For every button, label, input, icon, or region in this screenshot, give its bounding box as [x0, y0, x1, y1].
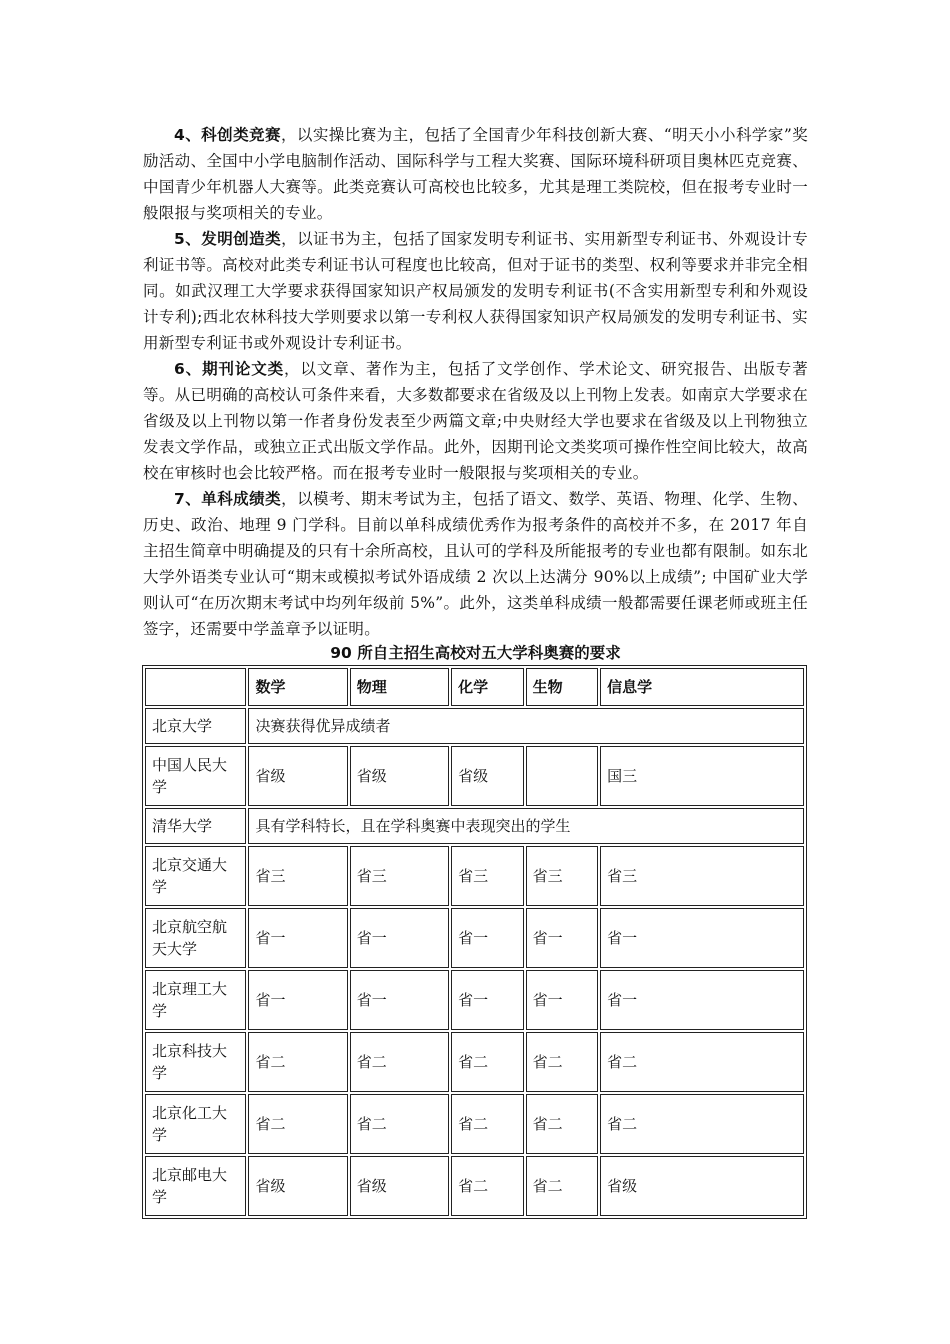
- requirement-cell: 省二: [526, 1094, 598, 1154]
- requirement-cell: 省级: [350, 1156, 449, 1216]
- requirement-cell: [526, 746, 598, 806]
- merged-requirement-cell: 具有学科特长，且在学科奥赛中表现突出的学生: [248, 808, 804, 844]
- requirement-cell: 省一: [526, 908, 598, 968]
- paragraph-body: ，以证书为主，包括了国家发明专利证书、实用新型专利证书、外观设计专利证书等。高校对此类专利证书认可程度也比较高，但对于证书的类型、权利等要求并非完全相同。如武汉理工大学要求获得国家知识产权局颁发的发明专利证书(不含实用新型专利和外观设计专利);西北农林科技大学则要求以第一专利权人获得国家知识产权局颁发的发明专利证书、实用新型专利证书或外观设计专利证书。: [143, 230, 808, 352]
- school-cell: 中国人民大学: [145, 746, 246, 806]
- requirement-cell: 省二: [526, 1032, 598, 1092]
- paragraph-body: ，以模考、期末考试为主，包括了语文、数学、英语、物理、化学、生物、历史、政治、地理 9 门学科。目前以单科成绩优秀作为报考条件的高校并不多，在 2017 年自主招生简章中明确提及的只有十余所高校，且认可的学科及所能报考的专业也都有限制。如东北大学外语类专业认可“期末或模拟考试外语成绩 2 次以上达满分 90%以上成绩”; 中国矿业大学则认可“在历次期末考试中均列年级前 5%”。此外，这类单科成绩一般都需要任课老师或班主任签字，还需要中学盖章予以证明。: [143, 490, 808, 638]
- requirement-cell: 省二: [248, 1032, 347, 1092]
- table-row: [145, 908, 804, 968]
- requirement-cell: 省二: [600, 1094, 804, 1154]
- table-row: [145, 808, 804, 844]
- document-page: [143, 122, 808, 1219]
- school-cell: 北京大学: [145, 708, 246, 744]
- table-row: [145, 1032, 804, 1092]
- school-cell: 北京化工大学: [145, 1094, 246, 1154]
- requirement-cell: 省级: [248, 1156, 347, 1216]
- table-caption: 90 所自主招生高校对五大学科奥赛的要求: [330, 644, 621, 662]
- requirement-cell: 省一: [350, 908, 449, 968]
- paragraph: [143, 356, 808, 486]
- paragraph-title: 6、期刊论文类: [174, 360, 285, 378]
- school-cell: 北京科技大学: [145, 1032, 246, 1092]
- column-header: [145, 668, 246, 706]
- requirement-cell: 省一: [526, 970, 598, 1030]
- requirement-cell: 省一: [248, 970, 347, 1030]
- requirement-cell: 省一: [600, 970, 804, 1030]
- requirement-cell: 省级: [350, 746, 449, 806]
- table-header-row: [145, 668, 804, 706]
- olympiad-table: [142, 665, 807, 1219]
- requirement-cell: 省二: [248, 1094, 347, 1154]
- school-cell: 清华大学: [145, 808, 246, 844]
- merged-requirement-cell: 决赛获得优异成绩者: [248, 708, 804, 744]
- table-row: [145, 846, 804, 906]
- requirement-cell: 省三: [526, 846, 598, 906]
- column-header: 生物: [526, 668, 598, 706]
- requirement-cell: 省一: [451, 908, 523, 968]
- school-cell: 北京邮电大学: [145, 1156, 246, 1216]
- requirement-cell: 省三: [451, 846, 523, 906]
- paragraph-body: ，以实操比赛为主，包括了全国青少年科技创新大赛、“明天小小科学家”奖励活动、全国中小学电脑制作活动、国际科学与工程大奖赛、国际环境科研项目奥林匹克竞赛、中国青少年机器人大赛等。此类竞赛认可高校也比较多，尤其是理工类院校，但在报考专业时一般限报与奖项相关的专业。: [143, 126, 808, 222]
- requirement-cell: 省二: [451, 1156, 523, 1216]
- requirement-cell: 省三: [600, 846, 804, 906]
- paragraphs: [143, 122, 808, 642]
- requirement-cell: 省二: [451, 1032, 523, 1092]
- table-row: [145, 708, 804, 744]
- column-header: 化学: [451, 668, 523, 706]
- column-header: 物理: [350, 668, 449, 706]
- table-row: [145, 970, 804, 1030]
- school-cell: 北京理工大学: [145, 970, 246, 1030]
- requirement-cell: 省三: [248, 846, 347, 906]
- requirement-cell: 国三: [600, 746, 804, 806]
- paragraph-title: 7、单科成绩类: [174, 490, 282, 508]
- requirement-cell: 省级: [451, 746, 523, 806]
- requirement-cell: 省一: [451, 970, 523, 1030]
- table-row: [145, 1156, 804, 1216]
- requirement-cell: 省二: [526, 1156, 598, 1216]
- requirement-cell: 省二: [350, 1032, 449, 1092]
- paragraph: [143, 486, 808, 642]
- requirement-cell: 省一: [600, 908, 804, 968]
- column-header: 数学: [248, 668, 347, 706]
- paragraph: [143, 122, 808, 226]
- requirement-cell: 省二: [451, 1094, 523, 1154]
- paragraph-title: 5、发明创造类: [174, 230, 282, 248]
- requirement-cell: 省三: [350, 846, 449, 906]
- school-cell: 北京航空航天大学: [145, 908, 246, 968]
- table-row: [145, 746, 804, 806]
- requirement-cell: 省二: [350, 1094, 449, 1154]
- requirement-cell: 省一: [248, 908, 347, 968]
- requirement-cell: 省级: [248, 746, 347, 806]
- requirement-cell: 省二: [600, 1032, 804, 1092]
- requirement-cell: 省一: [350, 970, 449, 1030]
- table-row: [145, 1094, 804, 1154]
- school-cell: 北京交通大学: [145, 846, 246, 906]
- requirement-cell: 省级: [600, 1156, 804, 1216]
- column-header: 信息学: [600, 668, 804, 706]
- paragraph-title: 4、科创类竞赛: [174, 126, 281, 144]
- paragraph-body: ，以文章、著作为主，包括了文学创作、学术论文、研究报告、出版专著等。从已明确的高校认可条件来看，大多数都要求在省级及以上刊物上发表。如南京大学要求在省级及以上刊物以第一作者身份发表至少两篇文章;中央财经大学也要求在省级及以上刊物独立发表文学作品，或独立正式出版文学作品。此外，因期刊论文类奖项可操作性空间比较大，故高校在审核时也会比较严格。而在报考专业时一般限报与奖项相关的专业。: [143, 360, 808, 482]
- paragraph: [143, 226, 808, 356]
